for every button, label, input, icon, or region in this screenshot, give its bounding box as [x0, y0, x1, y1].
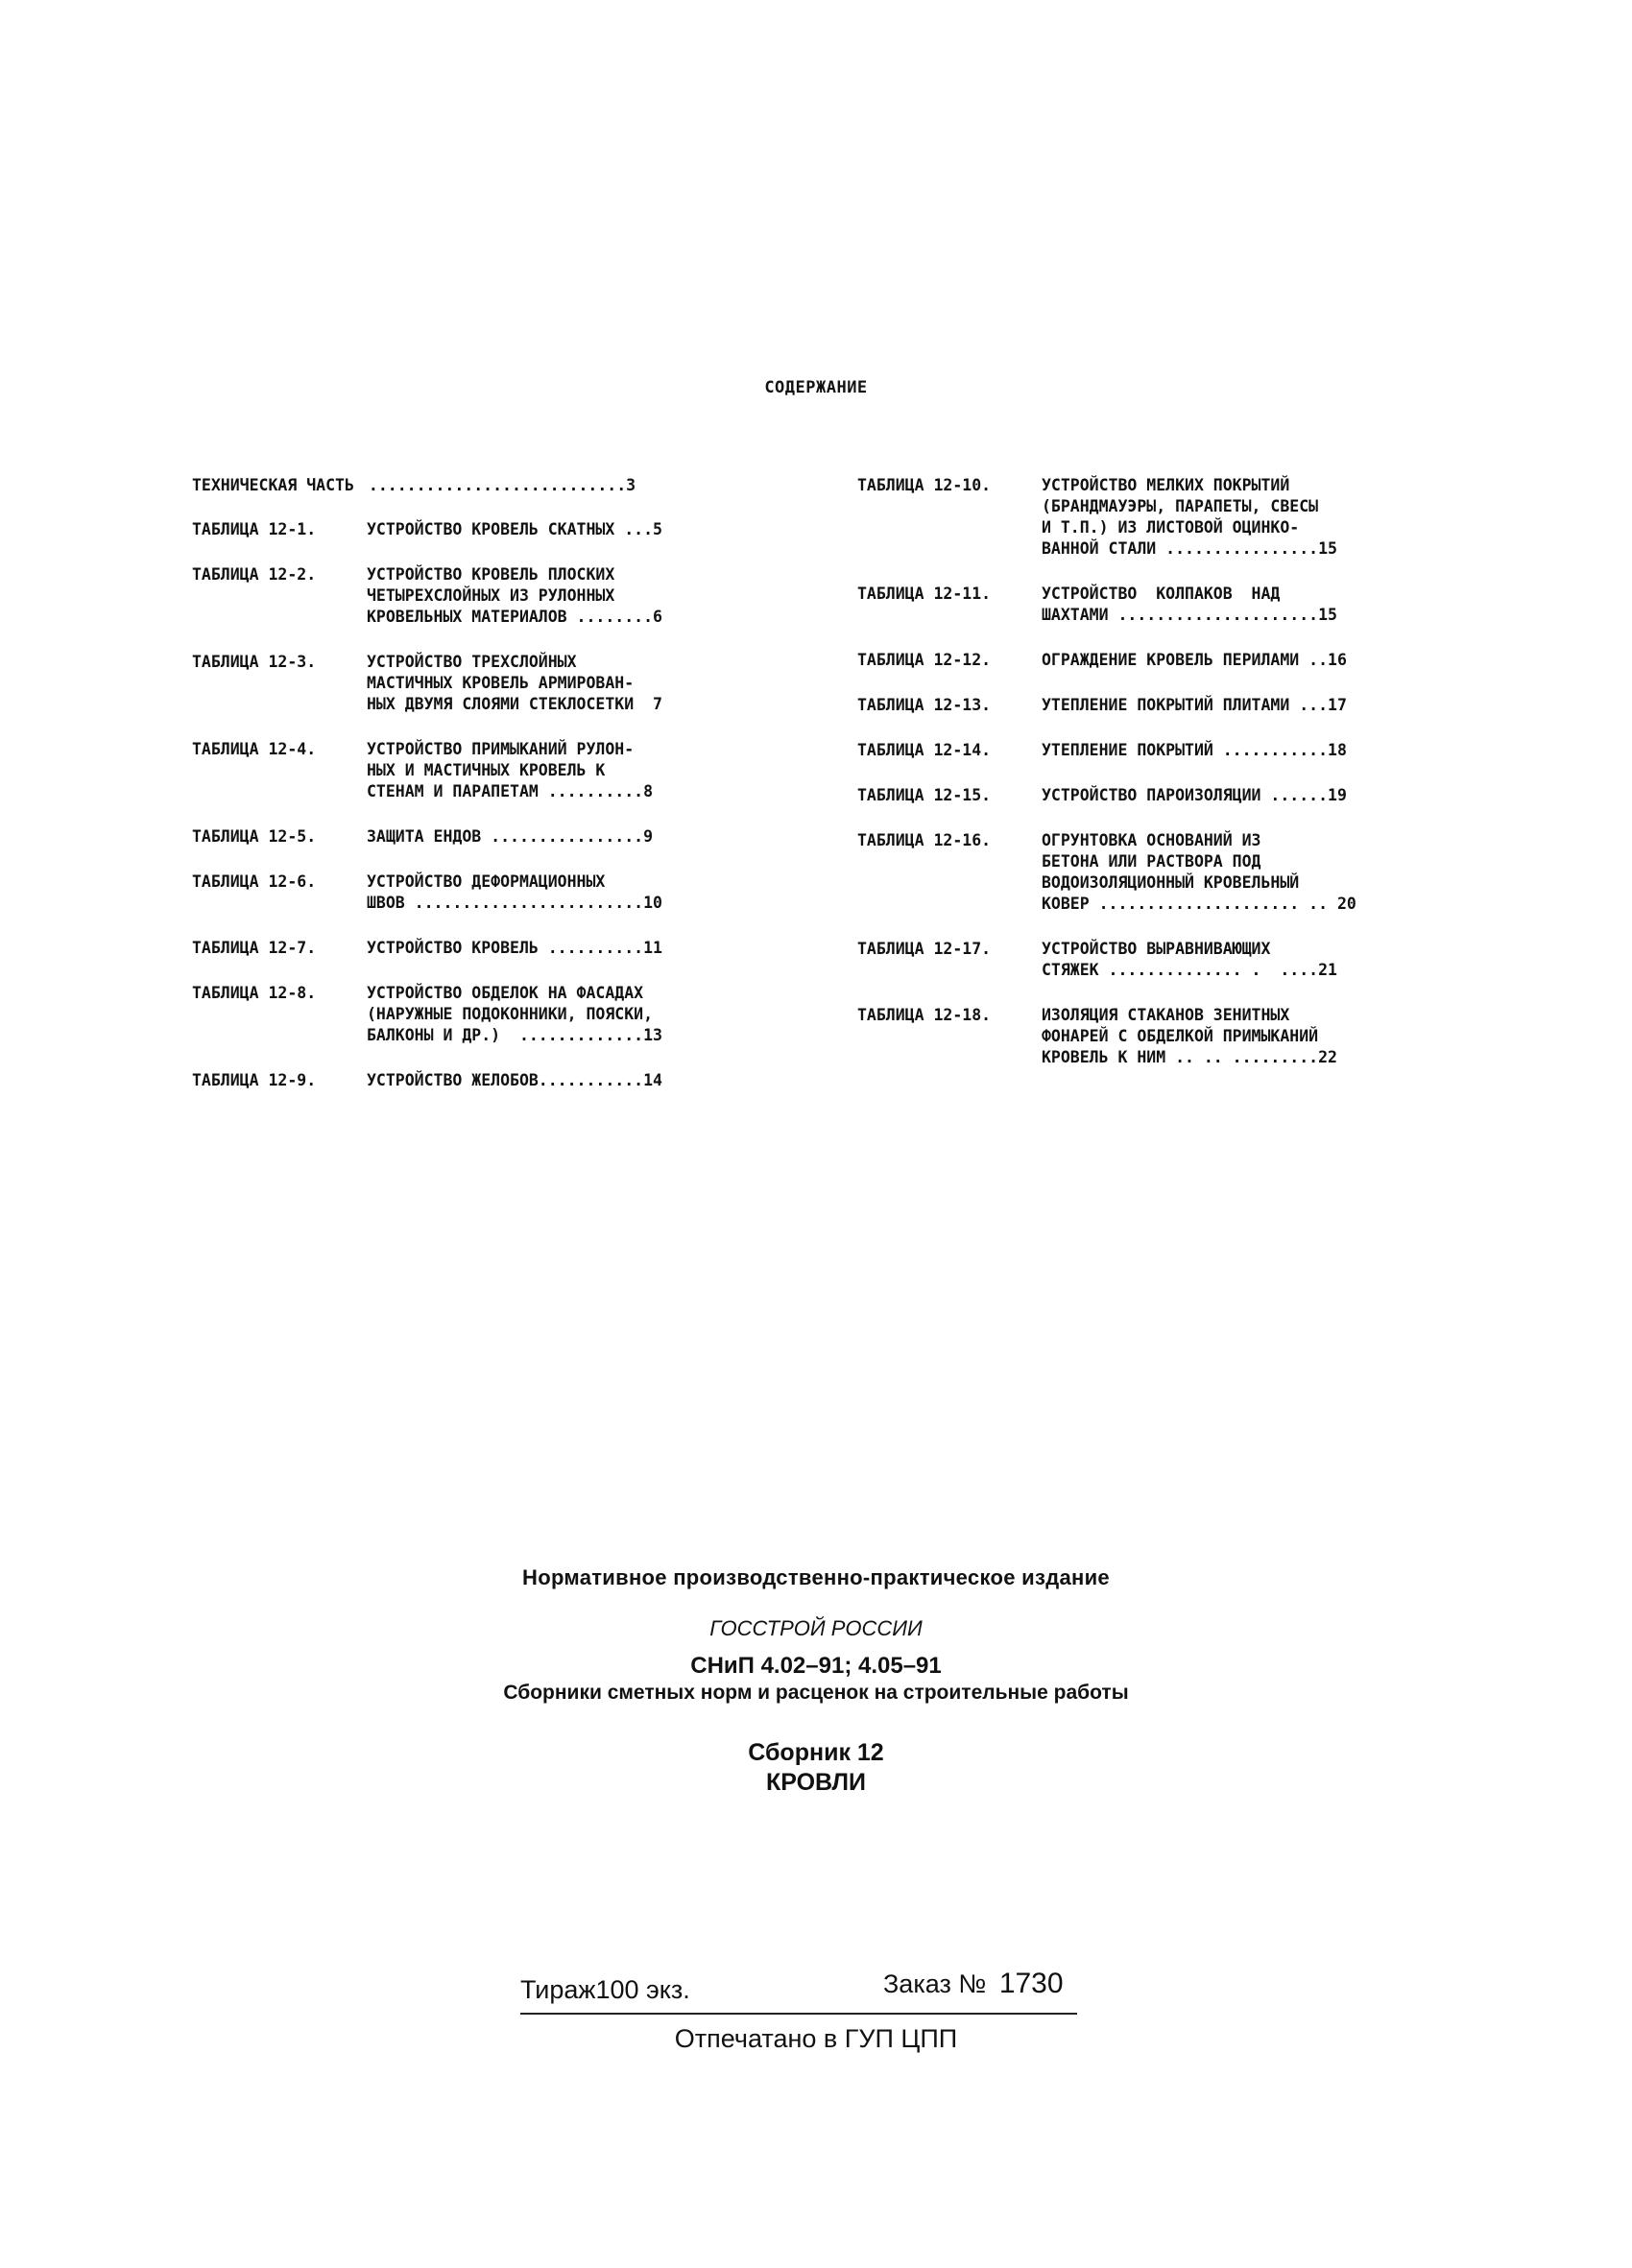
toc-entry	[857, 939, 1433, 981]
order-label: Заказ №	[883, 1970, 987, 1998]
toc-entry	[192, 564, 768, 628]
toc-title: СОДЕРЖАНИЕ	[764, 378, 868, 397]
toc-entry-label: ТАБЛИЦА 12-17.	[857, 940, 992, 958]
toc-entry-label: ТАБЛИЦА 12-14.	[857, 741, 992, 759]
toc-entry	[857, 650, 1433, 671]
edition-type: Нормативное производственно-практическое издание	[522, 1565, 1110, 1589]
printed-at: Отпечатано в ГУП ЦПП	[674, 2024, 958, 2053]
toc-entry-text: УСТРОЙСТВО КРОВЕЛЬ ПЛОСКИХ ЧЕТЫРЕХСЛОЙНЫХ ИЗ РУЛОННЫХ КРОВЕЛЬНЫХ МАТЕРИАЛОВ ........6	[367, 565, 662, 626]
toc-entry-label: ТАБЛИЦА 12-18.	[857, 1006, 992, 1024]
toc-entry	[857, 740, 1433, 761]
toc-entry-label: ТАБЛИЦА 12-15.	[857, 786, 992, 804]
toc-entry-label: ТАБЛИЦА 12-10.	[857, 476, 992, 494]
toc-entry-text: ОГРАЖДЕНИЕ КРОВЕЛЬ ПЕРИЛАМИ ..16	[1042, 651, 1347, 669]
toc-entry-text: УСТРОЙСТВО ДЕФОРМАЦИОННЫХ ШВОВ ........................10	[367, 872, 662, 912]
collection: Сборник 12	[748, 1739, 884, 1766]
toc-entry-label: ТАБЛИЦА 12-1.	[192, 520, 317, 538]
toc-entry-label: ТАБЛИЦА 12-2.	[192, 565, 317, 584]
toc-entry	[857, 785, 1433, 806]
collection-title: КРОВЛИ	[766, 1769, 866, 1796]
toc-entry	[857, 475, 1433, 560]
toc-entry	[192, 983, 768, 1046]
circulation: Тираж100 экз.	[520, 1975, 690, 2004]
toc-entry-text: УСТРОЙСТВО КОЛПАКОВ НАД ШАХТАМИ .....................15	[1042, 585, 1337, 624]
toc-entry-text: УСТРОЙСТВО ВЫРАВНИВАЮЩИХ СТЯЖЕК .............. . ....21	[1042, 940, 1337, 979]
publisher: ГОССТРОЙ РОССИИ	[709, 1616, 923, 1640]
toc-entry-label: ТАБЛИЦА 12-6.	[192, 872, 317, 891]
toc-entry	[192, 826, 768, 848]
toc-entry	[192, 938, 768, 959]
toc-entry	[857, 695, 1433, 716]
toc-left-column	[192, 475, 768, 1091]
toc-entry-label: ТАБЛИЦА 12-9.	[192, 1071, 317, 1089]
toc-entry-label: ТАБЛИЦА 12-12.	[857, 651, 992, 669]
toc-right-column	[857, 475, 1433, 1068]
toc-entry	[857, 1005, 1433, 1068]
toc-entry-text: УТЕПЛЕНИЕ ПОКРЫТИЙ ...........18	[1042, 741, 1347, 759]
toc-entry	[192, 475, 768, 496]
toc-entry-text: УСТРОЙСТВО МЕЛКИХ ПОКРЫТИЙ (БРАНДМАУЭРЫ, ПАРАПЕТЫ, СВЕСЫ И Т.П.) ИЗ ЛИСТОВОЙ ОЦИНКО- ВАННОЙ СТАЛИ ................15	[1042, 476, 1337, 558]
toc-entry-text: УСТРОЙСТВО КРОВЕЛЬ ..........11	[367, 939, 662, 957]
toc-entry	[192, 1070, 768, 1091]
toc-entry-label: ТАБЛИЦА 12-13.	[857, 696, 992, 714]
toc-entry-text: ИЗОЛЯЦИЯ СТАКАНОВ ЗЕНИТНЫХ ФОНАРЕЙ С ОБДЕЛКОЙ ПРИМЫКАНИЙ КРОВЕЛЬ К НИМ .. .. .........22	[1042, 1006, 1337, 1066]
toc-entry	[192, 652, 768, 715]
toc-entry	[192, 871, 768, 914]
toc-entry-label: ТАБЛИЦА 12-11.	[857, 585, 992, 603]
toc-entry-label: ТАБЛИЦА 12-7.	[192, 939, 317, 957]
toc-entry-text: УСТРОЙСТВО ОБДЕЛОК НА ФАСАДАХ (НАРУЖНЫЕ ПОДОКОННИКИ, ПОЯСКИ, БАЛКОНЫ И ДР.) .............13	[367, 984, 662, 1044]
toc-entry-text: ЗАЩИТА ЕНДОВ ................9	[367, 827, 654, 846]
toc-entry-text: ОГРУНТОВКА ОСНОВАНИЙ ИЗ БЕТОНА ИЛИ РАСТВОРА ПОД ВОДОИЗОЛЯЦИОННЫЙ КРОВЕЛЬНЫЙ КОВЕР ..................... .. 20	[1042, 831, 1356, 913]
toc-entry-label: ТАБЛИЦА 12-3.	[192, 653, 317, 671]
toc-entry-text: УСТРОЙСТВО КРОВЕЛЬ СКАТНЫХ ...5	[367, 520, 662, 538]
order-number: 1730	[998, 1968, 1064, 1999]
toc-entry-label: ТЕХНИЧЕСКАЯ ЧАСТЬ	[192, 476, 354, 494]
toc-entry-text: УСТРОЙСТВО ПАРОИЗОЛЯЦИИ ......19	[1042, 786, 1347, 804]
toc-entry-text: УТЕПЛЕНИЕ ПОКРЫТИЙ ПЛИТАМИ ...17	[1042, 696, 1347, 714]
toc-entry-label: ТАБЛИЦА 12-4.	[192, 740, 317, 758]
toc-entry	[857, 584, 1433, 626]
codes: СНиП 4.02–91; 4.05–91	[690, 1653, 942, 1679]
toc-entry	[192, 739, 768, 802]
toc-entry-label: ТАБЛИЦА 12-16.	[857, 831, 992, 849]
order-info	[883, 1968, 1064, 2000]
toc-entry	[192, 519, 768, 540]
toc-entry-text: ...........................3	[359, 476, 636, 494]
toc-entry-text: УСТРОЙСТВО ЖЕЛОБОВ...........14	[367, 1071, 662, 1089]
toc-entry-label: ТАБЛИЦА 12-5.	[192, 827, 317, 846]
divider-line	[520, 2013, 1077, 2015]
series-title: Сборники сметных норм и расценок на строительные работы	[503, 1682, 1129, 1704]
toc-entry-text: УСТРОЙСТВО ТРЕХСЛОЙНЫХ МАСТИЧНЫХ КРОВЕЛЬ АРМИРОВАН- НЫХ ДВУМЯ СЛОЯМИ СТЕКЛОСЕТКИ 7	[367, 653, 662, 713]
toc-entry-text: УСТРОЙСТВО ПРИМЫКАНИЙ РУЛОН- НЫХ И МАСТИЧНЫХ КРОВЕЛЬ К СТЕНАМ И ПАРАПЕТАМ ..........8	[367, 740, 654, 800]
toc-entry-label: ТАБЛИЦА 12-8.	[192, 984, 317, 1002]
toc-entry	[857, 830, 1433, 915]
